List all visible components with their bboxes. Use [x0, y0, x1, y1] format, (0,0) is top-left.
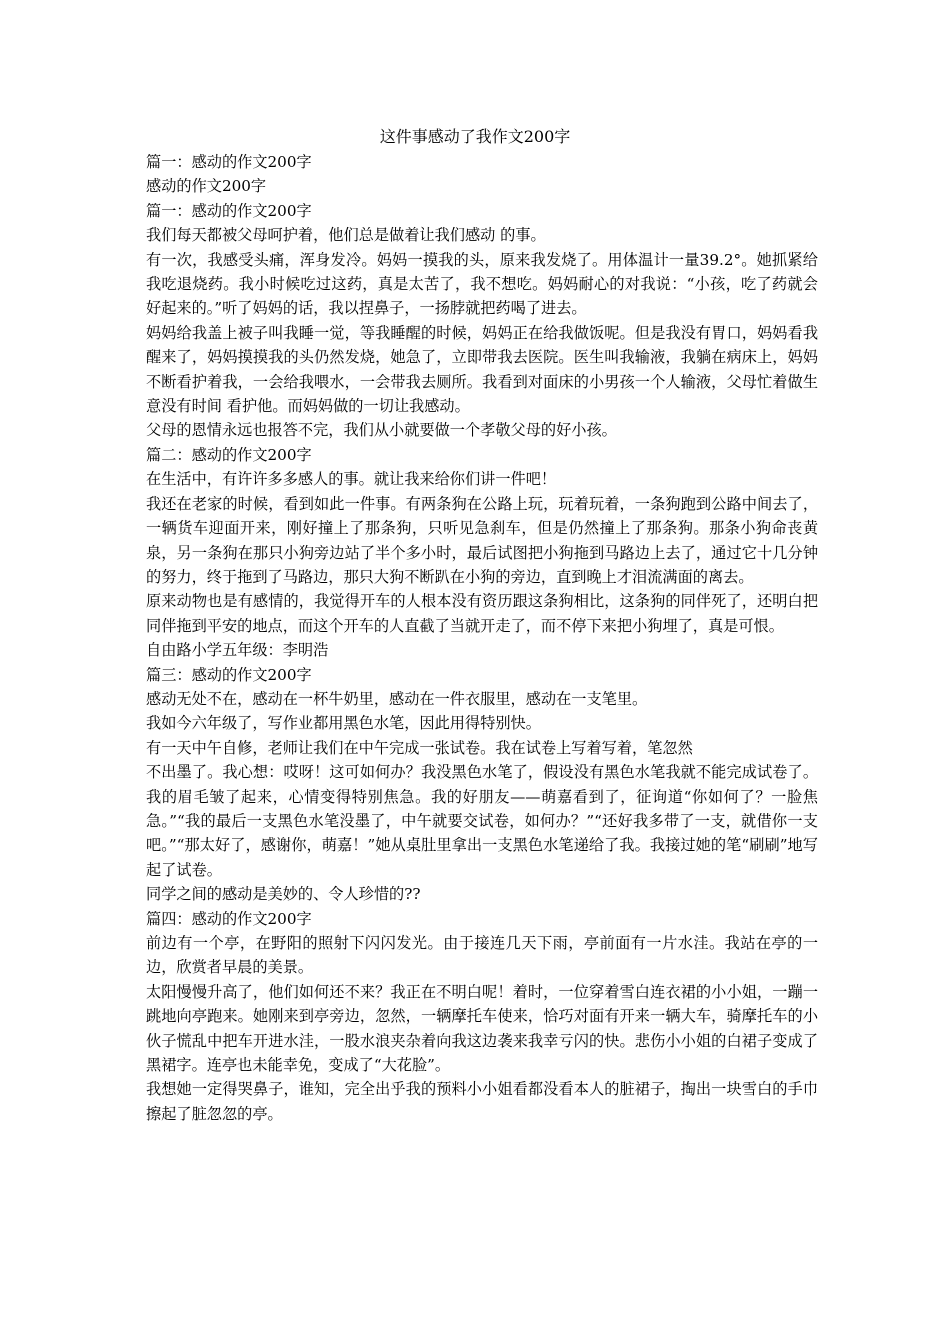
document-body	[146, 150, 818, 1126]
paragraph: 不出墨了。我心想：哎呀！这可如何办？我没黑色水笔了，假设没有黑色水笔我就不能完成试卷了。我的眉毛皱了起来，心情变得特别焦急。我的好朋友——萌嘉看到了，征询道“你如何了？一脸焦急。”“我的最后一支黑色水笔没墨了，中午就要交试卷，如何办？”“还好我多带了一支，就借你一支吧。”“那太好了，感谢你，萌嘉！”她从桌肚里拿出一支黑色水笔递给了我。我接过她的笔“刷刷”地写起了试卷。	[146, 763, 818, 879]
document-title: 这件事感动了我作文200字	[379, 127, 571, 146]
paragraph: 我还在老家的时候，看到如此一件事。有两条狗在公路上玩，玩着玩着，一条狗跑到公路中间去了，一辆货车迎面开来，刚好撞上了那条狗，只听见急刹车，但是仍然撞上了那条狗。那条小狗命丧黄泉，另一条狗在那只小狗旁边站了半个多小时，最后试图把小狗拖到马路边上去了，通过它十几分钟的努力，终于拖到了马路边，那只大狗不断趴在小狗的旁边，直到晚上才泪流满面的离去。	[146, 494, 818, 586]
paragraph: 我们每天都被父母呵护着，他们总是做着让我们感动 的事。	[146, 226, 546, 245]
paragraph: 妈妈给我盖上被子叫我睡一觉，等我睡醒的时候，妈妈正在给我做饭呢。但是我没有胃口，妈妈看我醒来了，妈妈摸摸我的头仍然发烧，她急了，立即带我去医院。医生叫我输液，我躺在病床上，妈妈不断看护着我，一会给我喂水，一会带我去厕所。我看到对面床的小男孩一个人输液，父母忙着做生意没有时间 看护他。而妈妈做的一切让我感动。	[146, 323, 818, 416]
paragraph: 有一次，我感受头痛，浑身发冷。妈妈一摸我的头，原来我发烧了。用体温计一量39.2°。她抓紧给我吃退烧药。我小时候吃过这药，真是太苦了，我不想吃。妈妈耐心的对我说：“小孩，吃了药就会好起来的。”听了妈妈的话，我以捏鼻子，一扬脖就把药喝了进去。	[146, 250, 818, 318]
paragraph: 原来动物也是有感情的，我觉得开车的人根本没有资历跟这条狗相比，这条狗的同伴死了，还明白把同伴拖到平安的地点，而这个开车的人直截了当就开走了，而不停下来把小狗埋了，真是可恨。	[146, 592, 818, 635]
heading-piece-4: 篇四：感动的作文200字	[146, 909, 312, 928]
paragraph: 我想她一定得哭鼻子，谁知，完全出乎我的预料小小姐看都没看本人的脏裙子，掏出一块雪白的手巾擦起了脏忽忽的亭。	[146, 1080, 818, 1123]
paragraph: 我如今六年级了，写作业都用黑色水笔，因此用得特别快。	[146, 714, 541, 733]
author-line: 自由路小学五年级：李明浩	[146, 641, 329, 660]
heading-piece-2: 篇二：感动的作文200字	[146, 445, 312, 464]
paragraph: 在生活中，有许许多多感人的事。就让我来给你们讲一件吧！	[146, 470, 557, 489]
heading-piece-3: 篇三：感动的作文200字	[146, 665, 312, 684]
paragraph: 前边有一个亭，在野阳的照射下闪闪发光。由于接连几天下雨，亭前面有一片水洼。我站在亭的一边，欣赏者早晨的美景。	[146, 934, 818, 977]
paragraph: 同学之间的感动是美妙的、令人珍惜的??	[146, 885, 421, 904]
paragraph: 感动无处不在，感动在一杯牛奶里，感动在一件衣服里，感动在一支笔里。	[146, 689, 648, 708]
paragraph: 父母的恩情永远也报答不完，我们从小就要做一个孝敬父母的好小孩。	[146, 421, 617, 440]
paragraph: 太阳慢慢升高了，他们如何还不来？我正在不明白呢！着时，一位穿着雪白连衣裙的小小姐，一蹦一跳地向亭跑来。她刚来到亭旁边，忽然，一辆摩托车使来，恰巧对面有开来一辆大车，骑摩托车的小伙子慌乱中把车开进水洼，一股水浪夹杂着向我这边袭来我幸亏闪的快。悲伤小小姐的白裙子变成了黑裙字。连亭也未能幸免，变成了“大花脸”。	[146, 982, 818, 1075]
subheading: 感动的作文200字	[146, 177, 267, 196]
paragraph: 有一天中午自修，老师让我们在中午完成一张试卷。我在试卷上写着写着，笔忽然	[146, 738, 693, 757]
heading-piece-1-repeat: 篇一：感动的作文200字	[146, 201, 312, 220]
heading-piece-1: 篇一：感动的作文200字	[146, 153, 312, 171]
